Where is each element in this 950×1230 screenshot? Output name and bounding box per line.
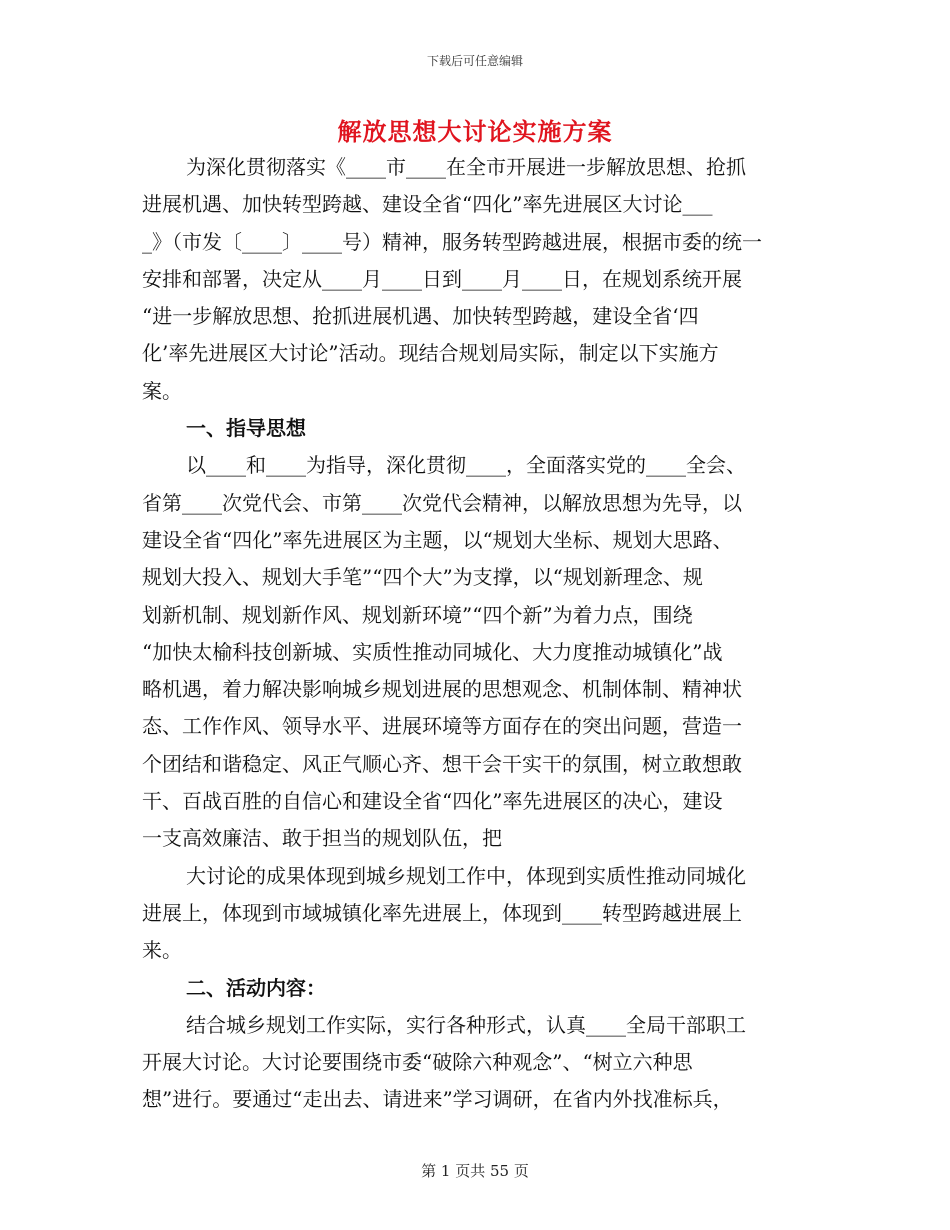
- text-line: 态、工作作风、领导水平、进展环境等方面存在的突出问题，营造一: [142, 714, 742, 739]
- text-line: 进展上，体现到市域城镇化率先进展上，体现到____转型跨越进展上: [142, 900, 742, 925]
- text-line: 干、百战百胜的自信心和建设全省“四化”率先进展区的决心，建设: [142, 789, 723, 814]
- results-paragraph: [142, 858, 810, 970]
- text-line: 开展大讨论。大讨论要围绕市委“破除六种观念”、“树立六种思: [142, 1050, 693, 1075]
- text-line: 个团结和谐稳定、风正气顺心齐、想干会干实干的氛围，树立敢想敢: [142, 751, 742, 776]
- text-line: 大讨论的成果体现到城乡规划工作中，体现到实质性推动同城化: [186, 863, 746, 888]
- guiding-thought-paragraph: [142, 447, 810, 857]
- text-line: 进展机遇、加快转型跨越、建设全省“四化”率先进展区大讨论___: [142, 192, 713, 217]
- text-line: 建设全省“四化”率先进展区为主题，以“规划大坐标、规划大思路、: [142, 527, 733, 552]
- intro-paragraph: [142, 149, 810, 410]
- text-line: 以____和____为指导，深化贯彻____，全面落实党的____全会、: [186, 453, 746, 478]
- document-title: 解放思想大讨论实施方案: [337, 117, 613, 146]
- text-line: 规划大投入、规划大手笔”“四个大”为支撑，以“规划新理念、规: [142, 565, 703, 590]
- document-body: [142, 149, 810, 1119]
- page-header: 下载后可任意编辑: [426, 54, 523, 68]
- text-line: 化’率先进展区大讨论”活动。现结合规划局实际，制定以下实施方: [142, 341, 719, 366]
- text-line: 想”进行。要通过“走出去、请进来”学习调研，在省内外找准标兵，: [142, 1087, 733, 1112]
- text-line: 为深化贯彻落实《____市____在全市开展进一步解放思想、抢抓: [186, 155, 746, 179]
- text-line: 案。: [142, 378, 182, 403]
- text-line: _》（市发〔____〕____号）精神，服务转型跨越进展，根据市委的统一: [142, 229, 762, 254]
- text-line: 划新机制、规划新作风、规划新环境”“四个新”为着力点，围绕: [142, 602, 693, 627]
- text-line: 结合城乡规划工作实际，实行各种形式，认真____全局干部职工: [186, 1012, 746, 1037]
- section-heading-activity-content: 二、活动内容：: [186, 975, 326, 1000]
- text-line: “进一步解放思想、抢抓进展机遇、加快转型跨越，建设全省‘四: [142, 304, 699, 329]
- page-footer: 第 1 页共 55 页: [421, 1162, 529, 1180]
- activity-content-paragraph: [142, 1007, 810, 1119]
- text-line: 略机遇，着力解决影响城乡规划进展的思想观念、机制体制、精神状: [142, 677, 742, 702]
- text-line: “加快太榆科技创新城、实质性推动同城化、大力度推动城镇化”战: [142, 639, 723, 664]
- section-heading-guiding-thought: 一、指导思想: [186, 416, 306, 441]
- text-line: 省第____次党代会、市第____次党代会精神，以解放思想为先导，以: [142, 490, 742, 515]
- text-line: 安排和部署，决定从____月____日到____月____日，在规划系统开展: [142, 266, 742, 291]
- text-line: 来。: [142, 938, 182, 963]
- text-line: 一支高效廉洁、敢于担当的规划队伍，把: [142, 826, 502, 851]
